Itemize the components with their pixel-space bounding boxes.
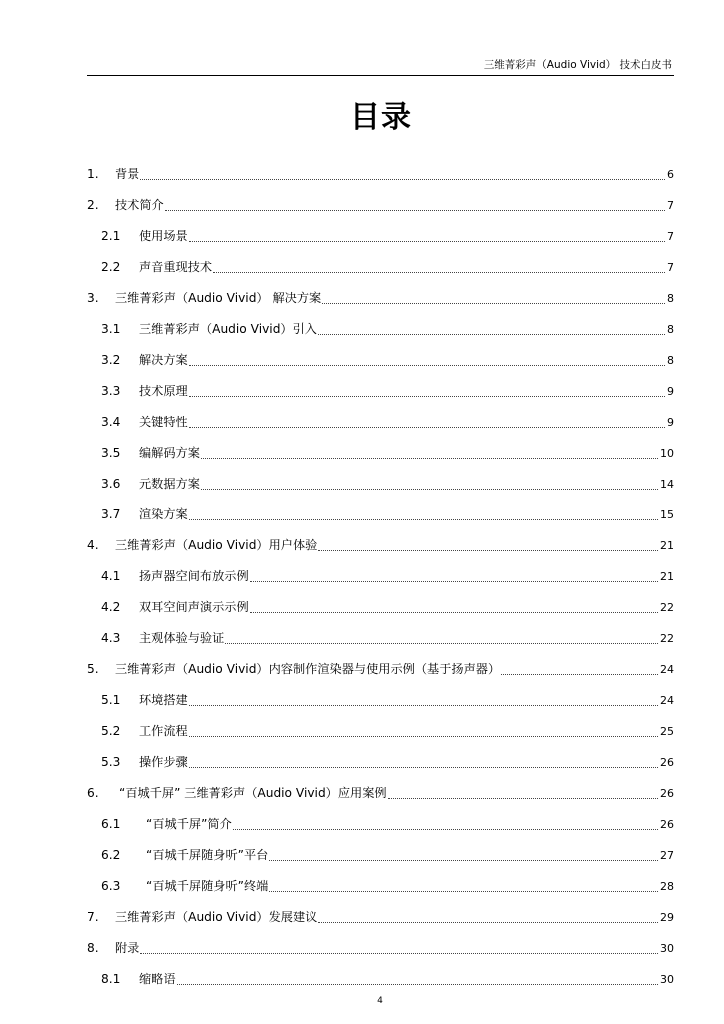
toc-entry-number: 2.2 (101, 260, 121, 274)
toc-entry-page: 30 (660, 973, 674, 986)
toc-entry-label: 工作流程 (139, 724, 188, 738)
toc-entry-page: 7 (667, 230, 674, 243)
toc-entry-label: 元数据方案 (139, 477, 200, 491)
toc-dot-leader (189, 241, 665, 242)
toc-entry-number: 6.1 (101, 817, 121, 831)
toc-entry[interactable] (101, 444, 674, 462)
toc-entry[interactable] (87, 939, 674, 957)
page-number: 4 (377, 996, 383, 1006)
toc-entry-number: 4.1 (101, 569, 121, 583)
toc-entry-page: 15 (660, 508, 674, 521)
toc-entry-label: 编解码方案 (139, 446, 200, 460)
toc-entry-label: 扬声器空间布放示例 (139, 569, 249, 583)
toc-entry-label: 附录 (115, 941, 140, 955)
toc-dot-leader (318, 550, 658, 551)
toc-entry-number: 6. (87, 786, 99, 800)
toc-entry-page: 22 (660, 601, 674, 614)
toc-entry[interactable] (101, 227, 674, 245)
page-title: 目录 (350, 100, 412, 135)
toc-dot-leader (250, 612, 658, 613)
toc-dot-leader (189, 705, 658, 706)
toc-entry-number: 3.4 (101, 415, 121, 429)
toc-entry[interactable] (101, 351, 674, 369)
toc-entry-label: “百城千屏随身听”终端 (146, 879, 269, 893)
toc-entry-page: 26 (660, 756, 674, 769)
toc-entry[interactable] (101, 567, 674, 585)
toc-entry-number: 2.1 (101, 229, 121, 243)
toc-entry-number: 3.6 (101, 477, 121, 491)
toc-dot-leader (189, 519, 658, 520)
toc-entry[interactable] (87, 784, 674, 802)
toc-dot-leader (189, 736, 658, 737)
toc-entry-number: 3.1 (101, 322, 121, 336)
toc-entry[interactable] (87, 536, 674, 554)
toc-entry[interactable] (101, 722, 674, 740)
toc-dot-leader (318, 922, 658, 923)
toc-entry[interactable] (101, 815, 674, 833)
toc-entry[interactable] (101, 320, 674, 338)
toc-entry-page: 27 (660, 849, 674, 862)
toc-dot-leader (233, 829, 658, 830)
toc-dot-leader (189, 396, 665, 397)
toc-entry-page: 28 (660, 880, 674, 893)
toc-dot-leader (189, 427, 665, 428)
toc-entry[interactable] (101, 413, 674, 431)
toc-entry-label: 三维菁彩声（Audio Vivid） 解决方案 (115, 291, 322, 305)
toc-entry-number: 5.1 (101, 693, 121, 707)
toc-entry-page: 8 (667, 292, 674, 305)
toc-entry[interactable] (101, 877, 674, 895)
toc-entry-number: 6.2 (101, 848, 121, 862)
toc-entry-number: 3.3 (101, 384, 121, 398)
toc-entry-page: 14 (660, 478, 674, 491)
toc-entry-page: 29 (660, 911, 674, 924)
toc-dot-leader (318, 334, 665, 335)
toc-entry-label: 背景 (115, 167, 140, 181)
toc-entry-number: 7. (87, 910, 99, 924)
header-rule (87, 75, 674, 76)
toc-entry-number: 3.2 (101, 353, 121, 367)
toc-dot-leader (177, 984, 658, 985)
toc-entry-page: 21 (660, 539, 674, 552)
toc-entry-page: 26 (660, 818, 674, 831)
toc-entry[interactable] (87, 196, 674, 214)
toc-entry-number: 5. (87, 662, 99, 676)
toc-entry-number: 5.3 (101, 755, 121, 769)
toc-entry-label: 三维菁彩声（Audio Vivid）用户体验 (115, 538, 318, 552)
toc-entry[interactable] (101, 846, 674, 864)
toc-entry-label: 环境搭建 (139, 693, 188, 707)
toc-entry-label: 渲染方案 (139, 507, 188, 521)
toc-entry-number: 4.3 (101, 631, 121, 645)
toc-entry-number: 8. (87, 941, 99, 955)
toc-entry-number: 4. (87, 538, 99, 552)
toc-entry-number: 4.2 (101, 600, 121, 614)
toc-dot-leader (189, 767, 658, 768)
toc-entry-label: 操作步骤 (139, 755, 188, 769)
toc-entry-label: 技术原理 (139, 384, 188, 398)
toc-entry-number: 8.1 (101, 972, 121, 986)
toc-dot-leader (388, 798, 658, 799)
toc-entry-page: 8 (667, 323, 674, 336)
toc-dot-leader (165, 210, 665, 211)
toc-dot-leader (201, 489, 658, 490)
toc-entry[interactable] (87, 660, 674, 678)
toc-entry-page: 22 (660, 632, 674, 645)
toc-entry[interactable] (101, 629, 674, 647)
toc-entry-label: 双耳空间声演示示例 (139, 600, 249, 614)
toc-entry-label: 主观体验与验证 (139, 631, 225, 645)
toc-entry-page: 6 (667, 168, 674, 181)
toc-entry-label: “百城千屏” 三维菁彩声（Audio Vivid）应用案例 (119, 786, 387, 800)
toc-entry-number: 3. (87, 291, 99, 305)
toc-entry-page: 7 (667, 199, 674, 212)
toc-dot-leader (269, 891, 658, 892)
toc-entry-label: 技术简介 (115, 198, 164, 212)
toc-entry[interactable] (101, 258, 674, 276)
toc-entry-number: 6.3 (101, 879, 121, 893)
toc-entry[interactable] (101, 970, 674, 988)
toc-entry-page: 8 (667, 354, 674, 367)
toc-dot-leader (201, 458, 658, 459)
toc-entry-label: 声音重现技术 (139, 260, 213, 274)
toc-entry-label: 三维菁彩声（Audio Vivid）引入 (139, 322, 317, 336)
toc-entry[interactable] (101, 691, 674, 709)
toc-entry-page: 24 (660, 694, 674, 707)
toc-entry-page: 25 (660, 725, 674, 738)
toc-entry-label: 三维菁彩声（Audio Vivid）发展建议 (115, 910, 318, 924)
toc-dot-leader (213, 272, 665, 273)
toc-entry[interactable] (101, 598, 674, 616)
toc-entry-number: 5.2 (101, 724, 121, 738)
toc-entry-label: “百城千屏”简介 (146, 817, 232, 831)
toc-dot-leader (140, 953, 658, 954)
running-header: 三维菁彩声（Audio Vivid） 技术白皮书 (483, 59, 672, 71)
toc-dot-leader (250, 581, 658, 582)
toc-dot-leader (501, 674, 658, 675)
toc-entry-page: 10 (660, 447, 674, 460)
toc-entry-number: 3.5 (101, 446, 121, 460)
toc-dot-leader (189, 365, 665, 366)
toc-entry[interactable] (101, 505, 674, 523)
toc-entry[interactable] (101, 753, 674, 771)
toc-entry-label: “百城千屏随身听”平台 (146, 848, 269, 862)
toc-entry-page: 21 (660, 570, 674, 583)
toc-entry-number: 1. (87, 167, 99, 181)
toc-entry-label: 缩略语 (139, 972, 176, 986)
toc-entry-label: 关键特性 (139, 415, 188, 429)
toc-entry-page: 26 (660, 787, 674, 800)
toc-entry-label: 三维菁彩声（Audio Vivid）内容制作渲染器与使用示例（基于扬声器） (115, 662, 501, 676)
toc-entry[interactable] (101, 475, 674, 493)
toc-entry-number: 3.7 (101, 507, 121, 521)
toc-entry[interactable] (87, 165, 674, 183)
toc-dot-leader (322, 303, 665, 304)
toc-dot-leader (140, 179, 665, 180)
toc-entry-number: 2. (87, 198, 99, 212)
toc-entry[interactable] (101, 382, 674, 400)
toc-entry[interactable] (87, 908, 674, 926)
toc-entry-page: 24 (660, 663, 674, 676)
toc-entry-page: 7 (667, 261, 674, 274)
toc-entry-label: 使用场景 (139, 229, 188, 243)
toc-entry-page: 9 (667, 385, 674, 398)
toc-entry-page: 9 (667, 416, 674, 429)
toc-entry[interactable] (87, 289, 674, 307)
toc-dot-leader (269, 860, 658, 861)
toc-entry-label: 解决方案 (139, 353, 188, 367)
toc-dot-leader (225, 643, 658, 644)
toc-entry-page: 30 (660, 942, 674, 955)
